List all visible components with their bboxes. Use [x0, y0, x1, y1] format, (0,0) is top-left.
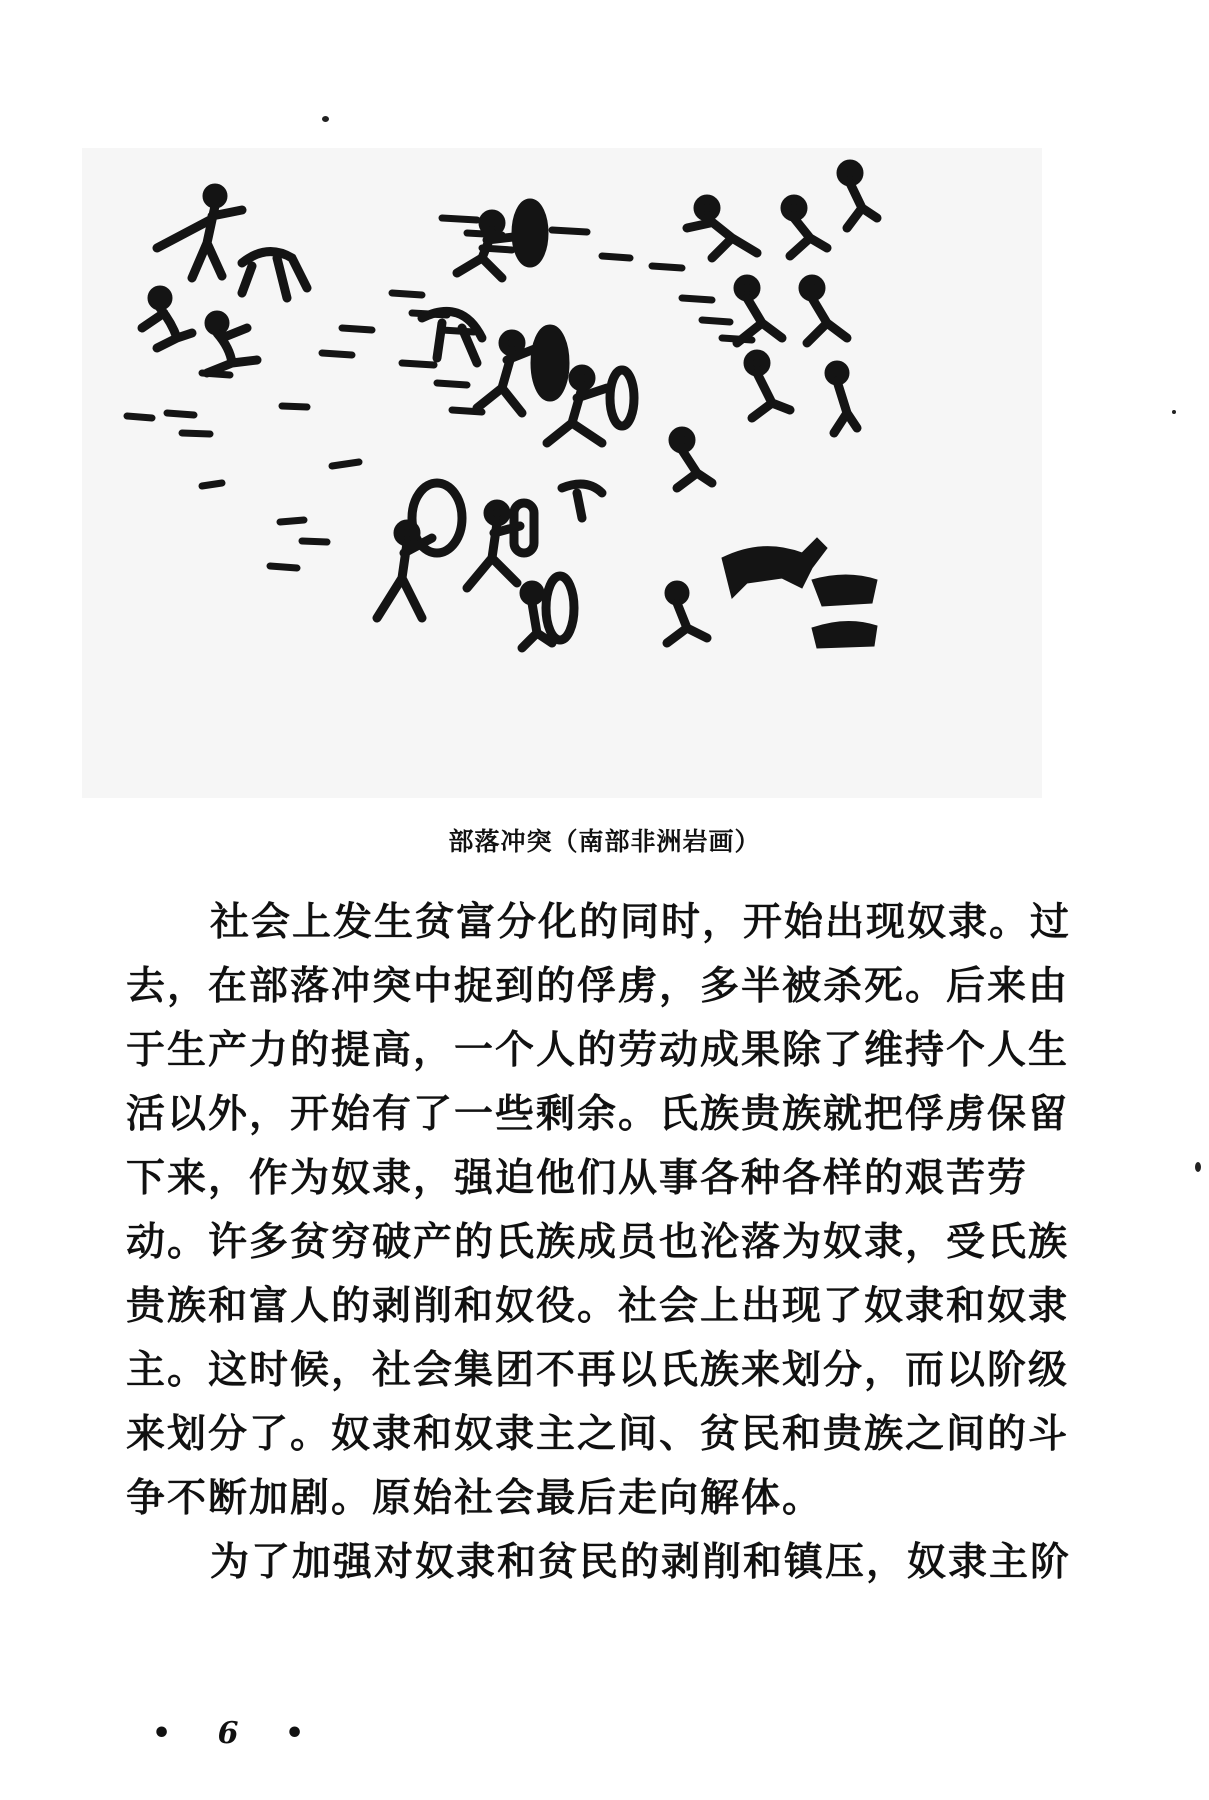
paragraph: 为了加强对奴隶和贫民的剥削和镇压，奴隶主阶	[210, 1539, 1072, 1585]
scan-speck	[1195, 1162, 1201, 1172]
rock-painting-illustration	[82, 148, 1042, 798]
body-text	[126, 890, 1086, 1594]
figure-caption: 部落冲突（南部非洲岩画）	[448, 827, 761, 856]
scan-speck	[322, 116, 329, 122]
page-number: • 6 •	[152, 1716, 323, 1751]
scan-speck	[1172, 410, 1176, 414]
rock-painting-figures-icon	[82, 148, 1042, 798]
paragraph: 社会上发生贫富分化的同时，开始出现奴隶。过去，在部落冲突中捉到的俘虏，多半被杀死。后来由于生产力的提高，一个人的劳动成果除了维持个人生活以外，开始有了一些剩余。氏族贵族就把俘虏保留下来，作为奴隶，强迫他们从事各种各样的艰苦劳动。许多贫穷破产的氏族成员也沦落为奴隶，受氏族贵族和富人的剥削和奴役。社会上出现了奴隶和奴隶主。这时候，社会集团不再以氏族来划分，而以阶级来划分了。奴隶和奴隶主之间、贫民和贵族之间的斗争不断加剧。原始社会最后走向解体。	[126, 899, 1072, 1521]
